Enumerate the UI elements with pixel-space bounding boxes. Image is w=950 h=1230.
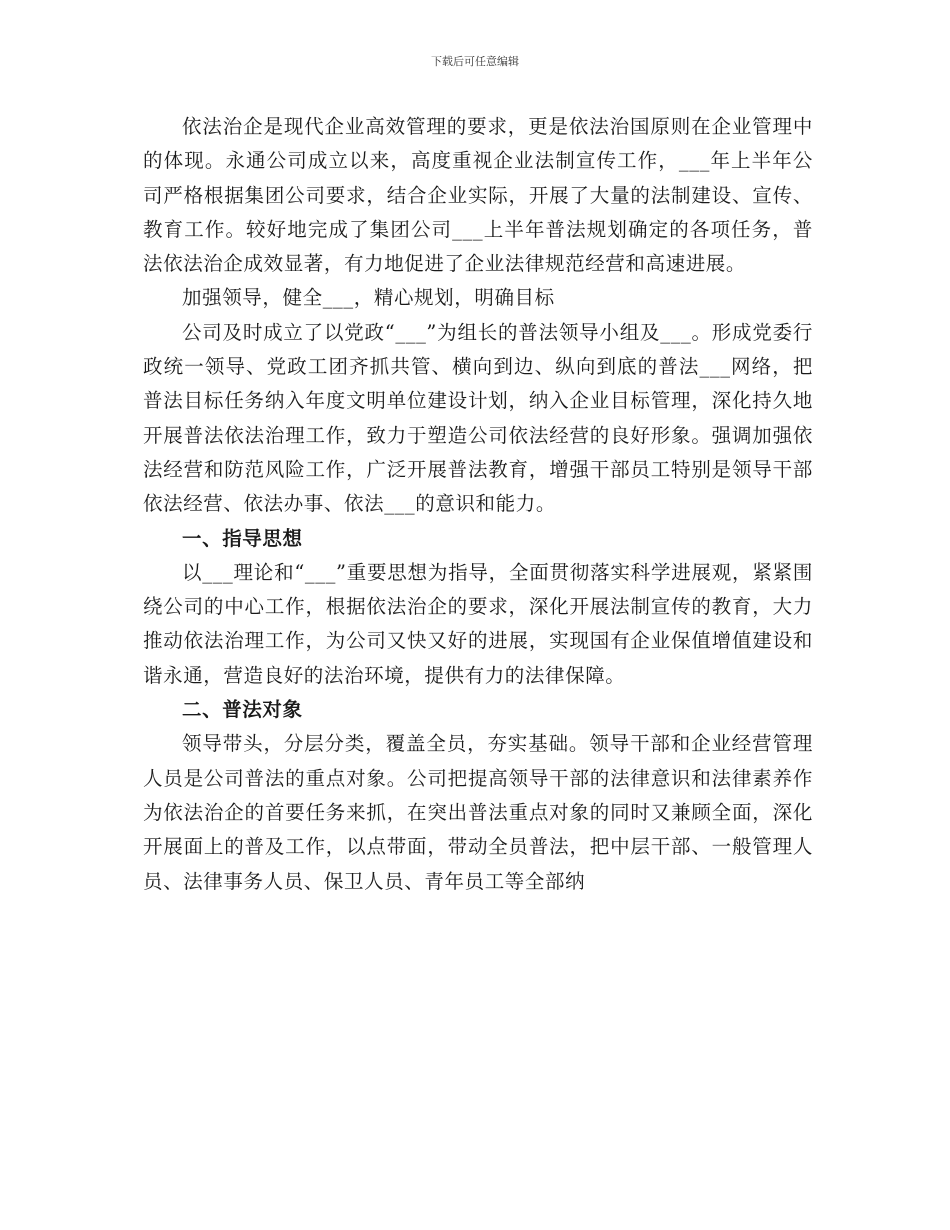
paragraph-intro: 依法治企是现代企业高效管理的要求，更是依法治国原则在企业管理中的体现。永通公司成立以来，高度重视企业法制宣传工作，___年上半年公司严格根据集团公司要求，结合企业实际，开展了大量的法制建设、宣传、教育工作。较好地完成了集团公司___上半年普法规划确定的各项任务，普法依法治企成效显著，有力地促进了企业法律规范经营和高速进展。	[143, 115, 813, 276]
section-heading-guiding-ideology: 一、指导思想	[182, 526, 303, 550]
section-heading-audience: 二、普法对象	[182, 698, 303, 722]
paragraph-subtitle: 加强领导，健全___，精心规划，明确目标	[182, 286, 555, 310]
document-body	[143, 110, 813, 899]
paragraph-audience: 领导带头，分层分类，覆盖全员，夯实基础。领导干部和企业经营管理人员是公司普法的重点对象。公司把提高领导干部的法律意识和法律素养作为依法治企的首要任务来抓，在突出普法重点对象的同时又兼顾全面，深化开展面上的普及工作，以点带面，带动全员普法，把中层干部、一般管理人员、法律事务人员、保卫人员、青年员工等全部纳	[143, 732, 813, 893]
page-header-note: 下载后可任意编辑	[431, 55, 519, 68]
paragraph-guiding-ideology: 以___理论和“___”重要思想为指导，全面贯彻落实科学进展观，紧紧围绕公司的中心工作，根据依法治企的要求，深化开展法制宣传的教育，大力推动依法治理工作，为公司又快又好的进展，实现国有企业保值增值建设和谐永通，营造良好的法治环境，提供有力的法律保障。	[143, 560, 813, 687]
paragraph-organization: 公司及时成立了以党政“___”为组长的普法领导小组及___。形成党委行政统一领导、党政工团齐抓共管、横向到边、纵向到底的普法___网络，把普法目标任务纳入年度文明单位建设计划，纳入企业目标管理，深化持久地开展普法依法治理工作，致力于塑造公司依法经营的良好形象。强调加强依法经营和防范风险工作，广泛开展普法教育，增强干部员工特别是领导干部依法经营、依法办事、依法___的意识和能力。	[143, 320, 813, 516]
